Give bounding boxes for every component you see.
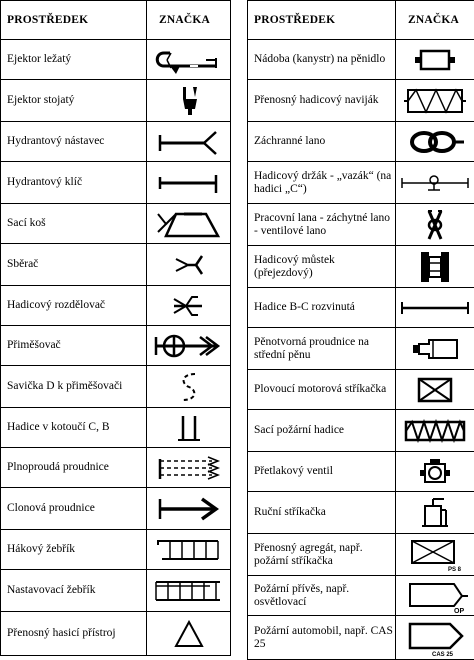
- row-name: Přetlakový ventil: [248, 452, 396, 492]
- table-row: [248, 328, 474, 370]
- suction-strainer-icon: [154, 208, 224, 240]
- hydrant-key-icon: [154, 168, 224, 198]
- table-row: [1, 530, 231, 570]
- row-name: Hadicový rozdělovač: [1, 286, 147, 326]
- table-row: [248, 204, 474, 246]
- hydrant-standpipe-icon: [154, 127, 224, 157]
- inductor-icon: [152, 331, 226, 361]
- table-row: [1, 448, 231, 488]
- table-row: [1, 488, 231, 530]
- collecting-head-icon: [164, 250, 214, 280]
- table-row: [248, 288, 474, 328]
- hook-ladder-icon: [154, 535, 224, 565]
- header-sign: ZNAČKA: [396, 1, 474, 40]
- hand-pump-icon: [410, 496, 460, 530]
- row-name: Hadice B-C rozvinutá: [248, 288, 396, 328]
- aggregate-sublabel: PS 8: [448, 567, 462, 573]
- row-name: Pracovní lana - záchytné lano - ventilové lano: [248, 204, 396, 246]
- suction-hose-icon: [400, 416, 470, 446]
- table-row: [248, 246, 474, 288]
- fog-nozzle-icon: [154, 494, 224, 524]
- table-row: [248, 40, 474, 80]
- row-name: Sací požární hadice: [248, 410, 396, 452]
- row-name: Požární automobil, např. CAS 25: [248, 616, 396, 660]
- row-name: Požární přívěs, např. osvětlovací: [248, 576, 396, 616]
- engine-sublabel: CAS 25: [432, 652, 454, 658]
- header-name: PROSTŘEDEK: [248, 1, 396, 40]
- header-sign: ZNAČKA: [147, 1, 231, 40]
- header-name: PROSTŘEDEK: [1, 1, 147, 40]
- row-name: Clonová proudnice: [1, 488, 147, 530]
- dividing-breeching-icon: [164, 291, 214, 321]
- fire-engine-icon: [400, 618, 470, 658]
- table-row: [1, 408, 231, 448]
- trailer-sublabel: OP: [454, 608, 464, 614]
- row-name: Hadicový můstek (přejezdový): [248, 246, 396, 288]
- row-name: Savička D k přiměšovači: [1, 366, 147, 408]
- row-name: Sběrač: [1, 244, 147, 286]
- table-row: [248, 80, 474, 122]
- table-row: [248, 616, 474, 660]
- row-name: Nastavovací žebřík: [1, 570, 147, 612]
- table-row: [1, 286, 231, 326]
- relief-valve-icon: [410, 456, 460, 488]
- row-name: Hydrantový nástavec: [1, 122, 147, 162]
- table-header-row: [248, 1, 474, 40]
- table-row: [1, 204, 231, 244]
- table-row: [1, 326, 231, 366]
- row-name: Plovoucí motorová stříkačka: [248, 370, 396, 410]
- table-row: [248, 576, 474, 616]
- table-header-row: [1, 1, 231, 40]
- row-name: Hydrantový klíč: [1, 162, 147, 204]
- row-name: Ejektor stojatý: [1, 80, 147, 122]
- table-row: [248, 410, 474, 452]
- row-name: Přenosný agregát, např. požární stříkačka: [248, 534, 396, 576]
- row-name: Pěnotvorná proudnice na střední pěnu: [248, 328, 396, 370]
- hose-holder-icon: [398, 168, 472, 198]
- row-name: Ejektor ležatý: [1, 40, 147, 80]
- row-name: Sací koš: [1, 204, 147, 244]
- horizontal-ejector-icon: [154, 44, 224, 76]
- rolled-hoses-icon: [169, 412, 209, 444]
- table-row: [248, 452, 474, 492]
- table-row: [1, 40, 231, 80]
- table-row: [248, 162, 474, 204]
- row-name: Hadicový držák - „vazák“ (na hadici „C“): [248, 162, 396, 204]
- row-name: Hákový žebřík: [1, 530, 147, 570]
- table-row: [248, 492, 474, 534]
- unrolled-hose-icon: [398, 293, 472, 323]
- extension-ladder-icon: [152, 576, 226, 606]
- row-name: Přenosný hasicí přístroj: [1, 612, 147, 656]
- jet-nozzle-icon: [154, 453, 224, 483]
- table-row: [248, 370, 474, 410]
- row-name: Záchranné lano: [248, 122, 396, 162]
- table-row: [1, 162, 231, 204]
- table-row: [248, 122, 474, 162]
- row-name: Hadice v kotoučí C, B: [1, 408, 147, 448]
- row-name: Ruční stříkačka: [248, 492, 396, 534]
- row-name: Přenosný hadicový naviják: [248, 80, 396, 122]
- table-row: [248, 534, 474, 576]
- work-ropes-icon: [415, 208, 455, 242]
- portable-extinguisher-icon: [169, 618, 209, 650]
- table-row: [1, 80, 231, 122]
- table-row: [1, 244, 231, 286]
- hose-bridge-icon: [413, 249, 457, 285]
- table-row: [1, 570, 231, 612]
- portable-aggregate-icon: [400, 537, 470, 573]
- row-name: Plnoproudá proudnice: [1, 448, 147, 488]
- right-symbol-table: [247, 0, 474, 660]
- table-row: [1, 122, 231, 162]
- portable-hose-reel-icon: [400, 86, 470, 116]
- medium-foam-branch-icon: [405, 334, 465, 364]
- row-name: Přiměšovač: [1, 326, 147, 366]
- inductor-suction-hose-icon: [169, 370, 209, 404]
- fire-trailer-icon: [400, 578, 470, 614]
- table-row: [1, 612, 231, 656]
- vertical-ejector-icon: [169, 83, 209, 119]
- foam-canister-icon: [405, 45, 465, 75]
- left-symbol-table: [0, 0, 231, 656]
- floating-pump-icon: [405, 374, 465, 406]
- rescue-rope-icon: [402, 127, 468, 157]
- table-row: [1, 366, 231, 408]
- row-name: Nádoba (kanystr) na pěnidlo: [248, 40, 396, 80]
